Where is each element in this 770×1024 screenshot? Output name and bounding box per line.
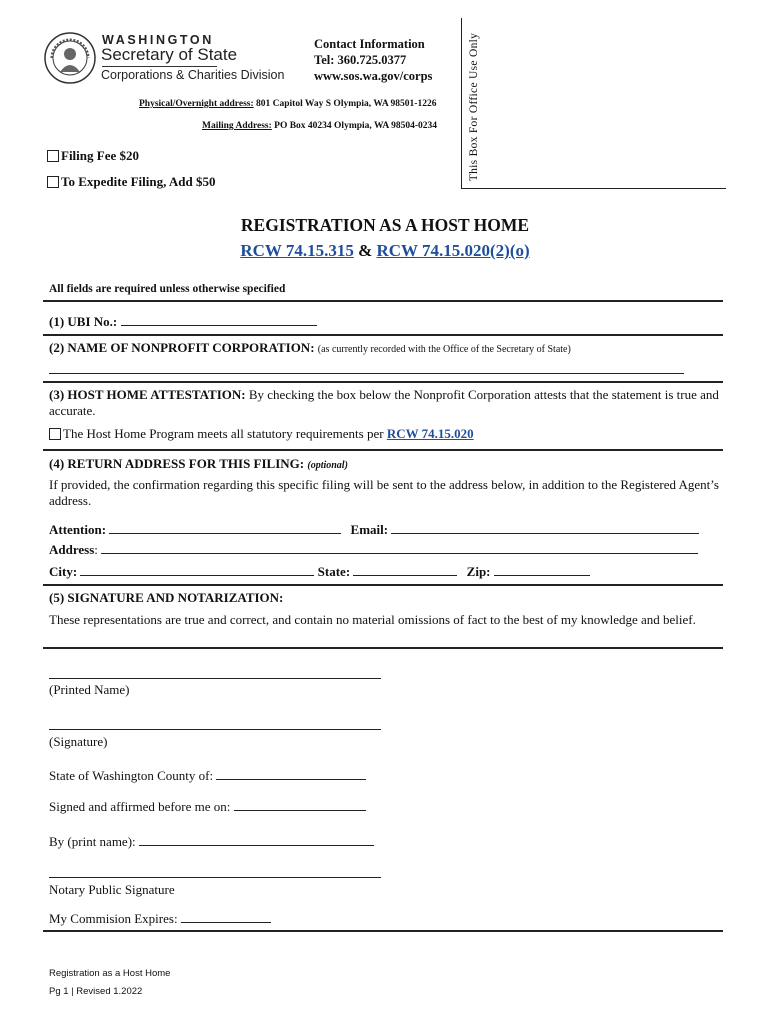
expedite-label: To Expedite Filing, Add $50 bbox=[61, 174, 216, 189]
by-print-row bbox=[49, 833, 374, 850]
contact-web: www.sos.wa.gov/corps bbox=[314, 69, 433, 83]
commission-label: My Commision Expires: bbox=[49, 911, 181, 926]
zip-input[interactable] bbox=[494, 563, 590, 576]
divider bbox=[43, 449, 723, 451]
commission-row bbox=[49, 910, 271, 927]
filing-fee-option[interactable] bbox=[47, 148, 139, 164]
notary-signature-input[interactable] bbox=[49, 877, 381, 878]
city-input[interactable] bbox=[80, 563, 314, 576]
physical-address bbox=[139, 99, 436, 109]
return-address-text: If provided, the confirmation regarding this specific filing will be sent to the address below, in addition to the Registered Agent’s address. bbox=[49, 477, 719, 508]
form-title: REGISTRATION AS A HOST HOME bbox=[240, 215, 530, 235]
logo-divider bbox=[102, 66, 217, 67]
required-note: All fields are required unless otherwise specified bbox=[49, 283, 286, 295]
signature-section-text: These representations are true and correct, and contain no material omissions of fact to the best of my knowledge and belief. bbox=[49, 612, 696, 627]
signature-section-label: (5) SIGNATURE AND NOTARIZATION: bbox=[49, 590, 284, 605]
by-print-label: By (print name): bbox=[49, 834, 139, 849]
attestation-text bbox=[49, 387, 724, 419]
ubi-input[interactable] bbox=[121, 313, 317, 326]
state-input[interactable] bbox=[353, 563, 457, 576]
contact-title: Contact Information bbox=[314, 37, 425, 51]
by-print-input[interactable] bbox=[139, 833, 374, 846]
attestation-checkbox[interactable] bbox=[49, 428, 61, 440]
footer-page: Pg 1 | Revised 1.2022 bbox=[49, 986, 143, 997]
signed-on-row bbox=[49, 798, 366, 815]
county-row bbox=[49, 767, 366, 784]
contact-tel: Tel: 360.725.0377 bbox=[314, 53, 407, 67]
attention-label: Attention: bbox=[49, 522, 107, 537]
physical-address-label: Physical/Overnight address: bbox=[139, 99, 254, 109]
divider bbox=[43, 584, 723, 586]
filing-fee-checkbox[interactable] bbox=[47, 150, 59, 162]
signed-on-label: Signed and affirmed before me on: bbox=[49, 799, 234, 814]
email-label: Email: bbox=[350, 522, 389, 537]
address-row: Address: bbox=[49, 541, 729, 558]
logo-washington: WASHINGTON bbox=[102, 33, 214, 47]
office-use-label: This Box For Office Use Only bbox=[468, 32, 480, 182]
notary-caption: Notary Public Signature bbox=[49, 882, 175, 897]
county-label: State of Washington County of: bbox=[49, 768, 217, 783]
attestation-label: (3) HOST HOME ATTESTATION: bbox=[49, 387, 246, 402]
rcw-link-3[interactable]: RCW 74.15.020 bbox=[386, 426, 474, 441]
title-ampersand: & bbox=[353, 241, 377, 260]
city-label: City: bbox=[49, 564, 78, 579]
divider bbox=[43, 334, 723, 336]
nonprofit-name-input[interactable] bbox=[49, 373, 684, 374]
divider bbox=[43, 300, 723, 302]
signature-caption: (Signature) bbox=[49, 734, 108, 749]
filing-fee-label: Filing Fee $20 bbox=[61, 148, 139, 163]
expedite-checkbox[interactable] bbox=[47, 176, 59, 188]
logo-secretary-of-state: Secretary of State bbox=[101, 45, 238, 64]
nonprofit-name-label bbox=[49, 340, 571, 356]
address-input[interactable] bbox=[101, 541, 698, 554]
mailing-address bbox=[202, 121, 437, 131]
rcw-link-1[interactable]: RCW 74.15.315 bbox=[240, 241, 354, 260]
attestation-check-text: The Host Home Program meets all statutory requirements per bbox=[63, 426, 387, 441]
return-address-optional: (optional) bbox=[307, 460, 348, 471]
nonprofit-name-note: (as currently recorded with the Office of the Secretary of State) bbox=[317, 344, 571, 355]
attestation-body: By checking the box below the Nonprofit Corporation attests that the statement is true and accurate. bbox=[49, 387, 719, 418]
county-input[interactable] bbox=[216, 767, 366, 780]
email-input[interactable] bbox=[391, 521, 699, 534]
mailing-address-label: Mailing Address: bbox=[202, 121, 272, 131]
physical-address-value: 801 Capitol Way S Olympia, WA 98501-1226 bbox=[253, 99, 437, 109]
nonprofit-name-title: (2) NAME OF NONPROFIT CORPORATION: bbox=[49, 340, 315, 355]
commission-input[interactable] bbox=[181, 910, 271, 923]
divider bbox=[43, 647, 723, 649]
signature-input[interactable] bbox=[49, 729, 381, 730]
attention-row bbox=[49, 521, 729, 538]
address-label: Address bbox=[49, 542, 95, 557]
signed-on-input[interactable] bbox=[234, 798, 366, 811]
mailing-address-value: PO Box 40234 Olympia, WA 98504-0234 bbox=[271, 121, 438, 131]
attention-input[interactable] bbox=[109, 521, 341, 534]
city-row bbox=[49, 563, 729, 580]
divider bbox=[43, 930, 723, 932]
logo-division: Corporations & Charities Division bbox=[101, 68, 285, 82]
expedite-option[interactable] bbox=[47, 174, 215, 190]
state-label: State: bbox=[317, 564, 351, 579]
form-subtitle bbox=[0, 241, 770, 261]
footer-title: Registration as a Host Home bbox=[49, 968, 171, 979]
return-address-header bbox=[49, 456, 348, 472]
divider bbox=[43, 381, 723, 383]
rcw-link-2[interactable]: RCW 74.15.020(2)(o) bbox=[376, 241, 530, 260]
printed-name-input[interactable] bbox=[49, 678, 381, 679]
ubi-label bbox=[49, 313, 317, 330]
printed-name-caption: (Printed Name) bbox=[49, 682, 130, 697]
state-seal-icon bbox=[44, 32, 96, 84]
ubi-label-text: (1) UBI No.: bbox=[49, 314, 118, 329]
attestation-option[interactable] bbox=[49, 426, 474, 442]
office-use-box bbox=[461, 18, 726, 189]
return-address-label: (4) RETURN ADDRESS FOR THIS FILING: bbox=[49, 456, 305, 471]
zip-label: Zip: bbox=[466, 564, 491, 579]
